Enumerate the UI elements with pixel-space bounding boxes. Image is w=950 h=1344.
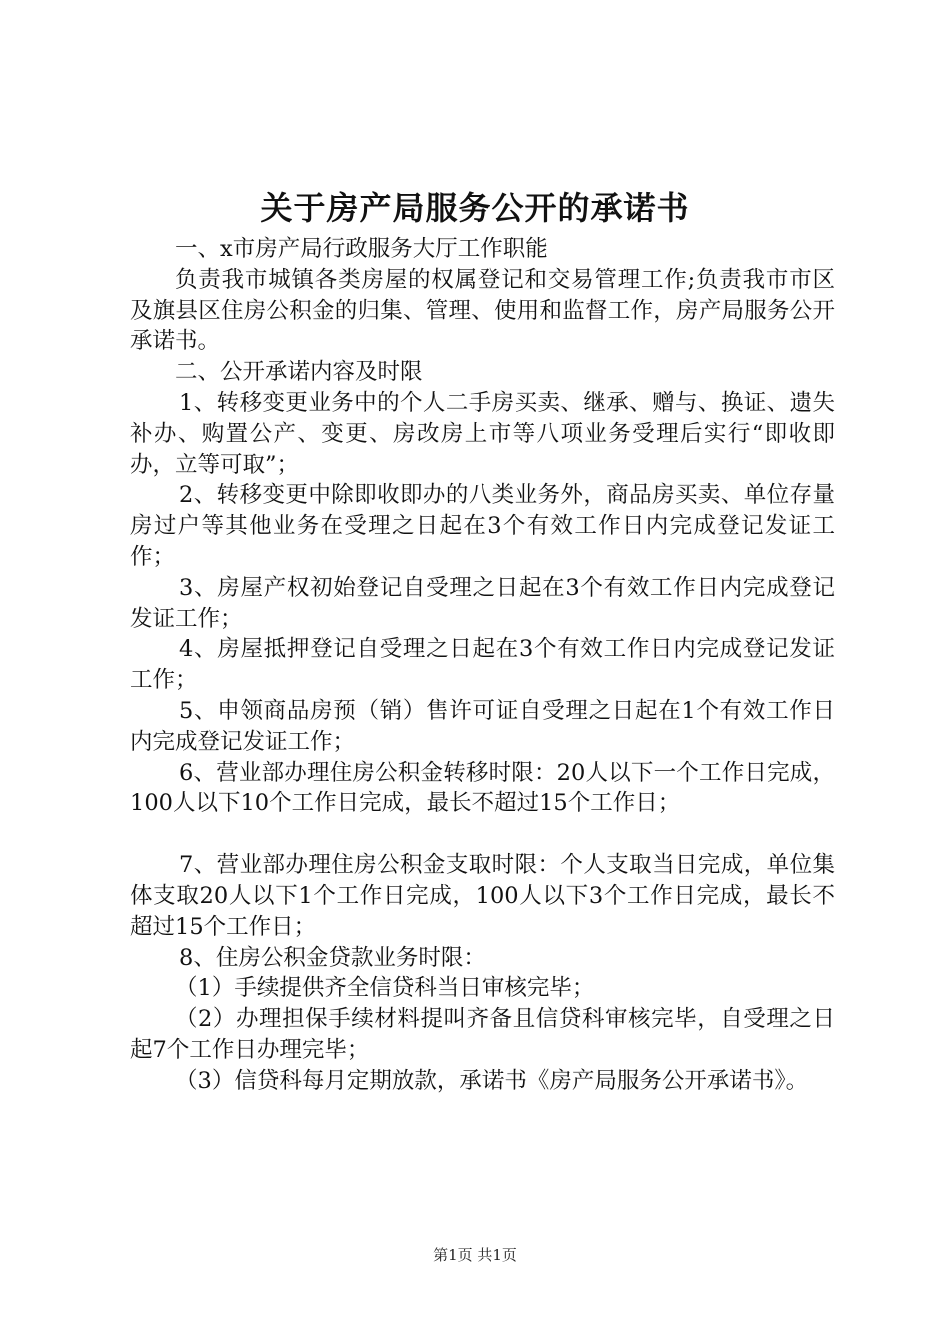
- commitment-item-6: 6、营业部办理住房公积金转移时限：20人以下一个工作日完成，100人以下10个工作日完成，最长不超过15个工作日；: [130, 759, 835, 817]
- commitment-item-1: 1、转移变更业务中的个人二手房买卖、继承、赠与、换证、遗失补办、购置公产、变更、房改房上市等八项业务受理后实行“即收即办，立等可取”；: [130, 389, 835, 478]
- document-title: 关于房产局服务公开的承诺书: [260, 189, 690, 227]
- section-heading-1: 一、x市房产局行政服务大厅工作职能: [175, 236, 548, 262]
- paragraph-duties: 负责我市城镇各类房屋的权属登记和交易管理工作;负责我市市区及旗县区住房公积金的归集、管理、使用和监督工作，房产局服务公开承诺书。: [130, 266, 835, 355]
- document-body: [130, 234, 835, 1097]
- commitment-item-2: 2、转移变更中除即收即办的八类业务外，商品房买卖、单位存量房过户等其他业务在受理之日起在3个有效工作日内完成登记发证工作；: [130, 482, 835, 570]
- commitment-item-7: 7、营业部办理住房公积金支取时限：个人支取当日完成，单位集体支取20人以下1个工作日完成，100人以下3个工作日完成，最长不超过15个工作日；: [130, 852, 835, 940]
- section-heading-2: 二、公开承诺内容及时限: [175, 359, 423, 386]
- commitment-item-3: 3、房屋产权初始登记自受理之日起在3个有效工作日内完成登记发证工作；: [130, 574, 835, 632]
- loan-sub-item-1: （1）手续提供齐全信贷科当日审核完毕；: [175, 975, 595, 1002]
- loan-sub-item-3: （3）信贷科每月定期放款，承诺书《房产局服务公开承诺书》。: [175, 1067, 809, 1094]
- commitment-item-5: 5、申领商品房预（销）售许可证自受理之日起在1个有效工作日内完成登记发证工作；: [130, 697, 835, 755]
- commitment-item-8: 8、住房公积金贷款业务时限：: [179, 944, 486, 971]
- loan-sub-item-2: （2）办理担保手续材料提叫齐备且信贷科审核完毕，自受理之日起7个工作日办理完毕；: [130, 1006, 835, 1063]
- commitment-item-4: 4、房屋抵押登记自受理之日起在3个有效工作日内完成登记发证工作；: [130, 636, 835, 694]
- page-footer: 第1页 共1页: [433, 1246, 517, 1264]
